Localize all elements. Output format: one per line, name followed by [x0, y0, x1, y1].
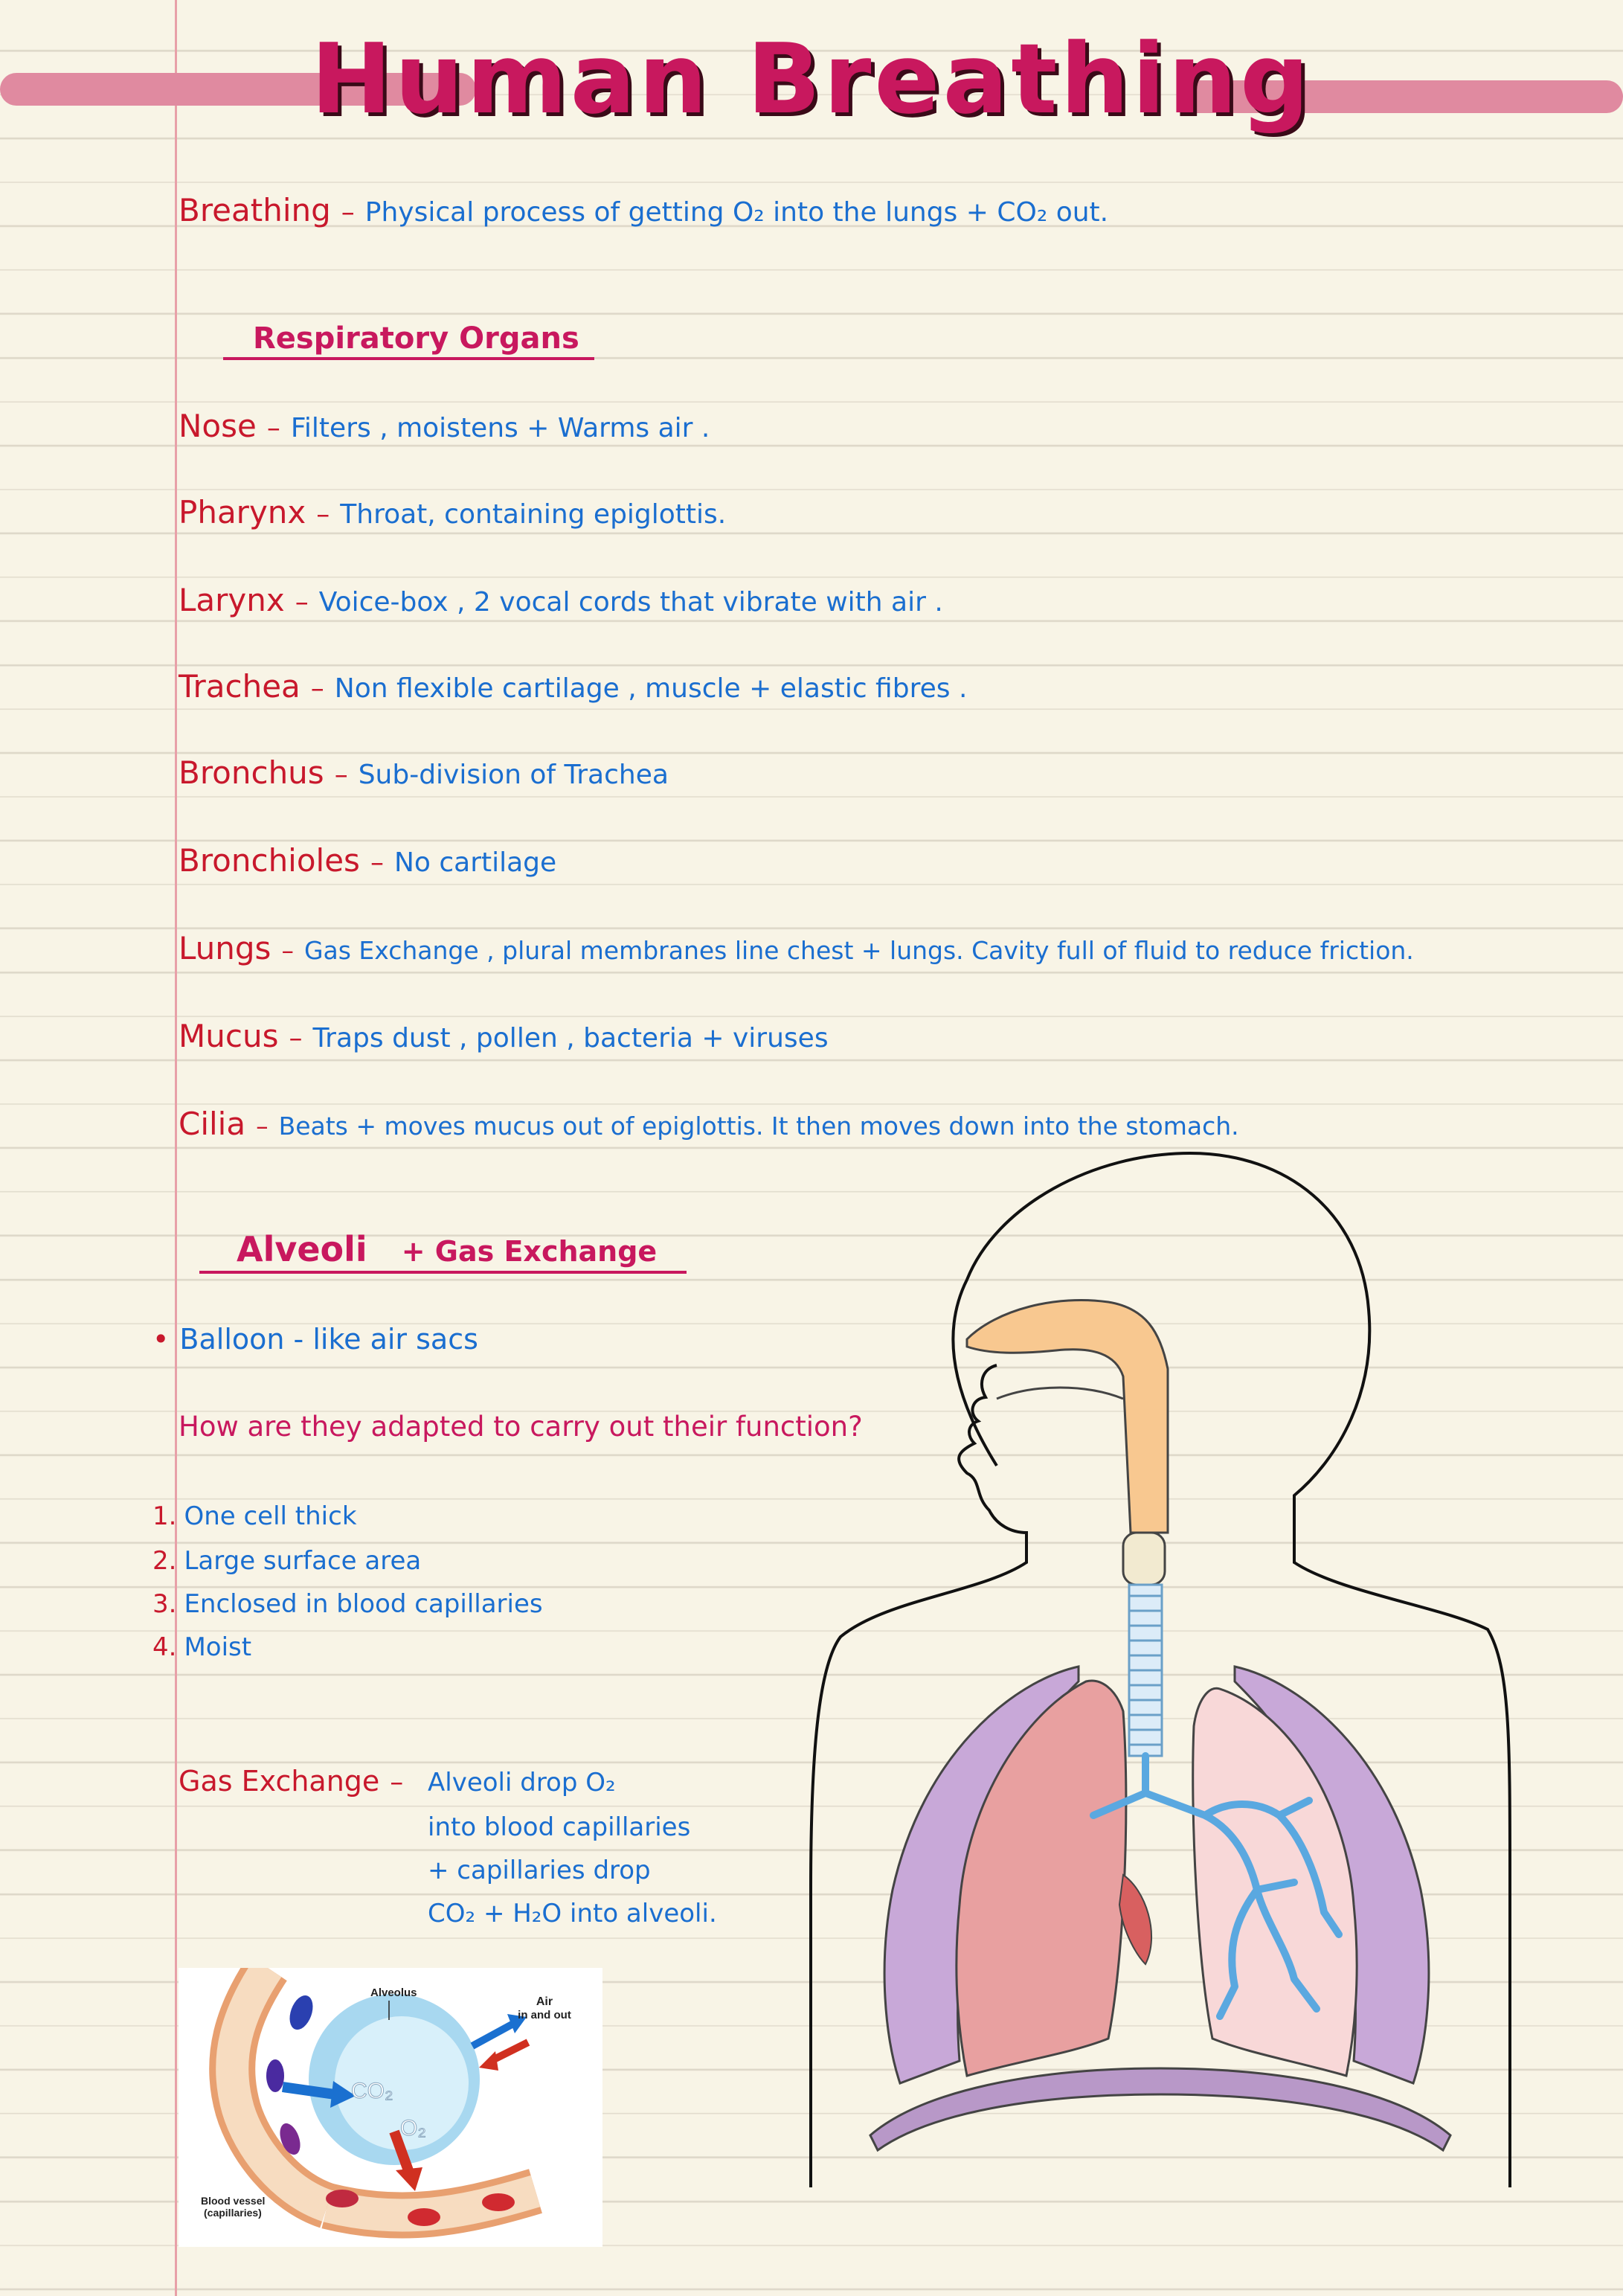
- red-blood-cell: [326, 2190, 359, 2207]
- label-alveolus: Alveolus: [370, 1986, 417, 1999]
- label-in-and-out: in and out: [518, 2009, 571, 2021]
- organ-row: Mucus – Traps dust , pollen , bacteria + viruses: [179, 1018, 829, 1054]
- adaptation-item: 2. Large surface area: [152, 1546, 422, 1576]
- red-blood-cell: [482, 2193, 515, 2211]
- breathing-def: Physical process of getting O₂ into the lungs + CO₂ out.: [364, 197, 1109, 228]
- label-air: Air: [536, 1995, 553, 2008]
- red-blood-cell: [408, 2208, 440, 2226]
- gas-exchange-line: Alveoli drop O₂: [428, 1768, 616, 1798]
- alveolus-diagram: [179, 1968, 602, 2247]
- adaptation-item: 4. Moist: [152, 1632, 252, 1662]
- organ-row: Pharynx – Throat, containing epiglottis.: [179, 494, 727, 530]
- page-title: Human Breathing: [310, 22, 1313, 135]
- adaptation-question: How are they adapted to carry out their function?: [179, 1411, 863, 1443]
- organ-row: Larynx – Voice-box , 2 vocal cords that vibrate with air .: [179, 582, 943, 618]
- organ-row: Bronchus – Sub-division of Trachea: [179, 754, 669, 791]
- alveoli-heading: Alveoli + Gas Exchange: [237, 1229, 657, 1269]
- label-o2: O₂: [400, 2116, 426, 2141]
- bullet-dot: •: [152, 1323, 170, 1356]
- organ-row: Nose – Filters , moistens + Warms air .: [179, 408, 710, 444]
- adaptation-item: 1. One cell thick: [152, 1501, 357, 1531]
- label-blood-vessel: Blood vessel: [201, 2195, 266, 2207]
- gas-exchange-term: Gas Exchange –: [179, 1765, 404, 1798]
- gas-exchange-line: CO₂ + H₂O into alveoli.: [428, 1899, 717, 1928]
- pharynx: [997, 1388, 1123, 1399]
- co2-arrow: [283, 2087, 335, 2094]
- organ-row: Cilia – Beats + moves mucus out of epiglottis. It then moves down into the stomach.: [179, 1106, 1239, 1142]
- gas-exchange-line: into blood capillaries: [428, 1812, 691, 1842]
- nasal-cavity: [967, 1300, 1168, 1533]
- label-co2: CO₂: [351, 2079, 393, 2103]
- organ-row: Lungs – Gas Exchange , plural membranes line chest + lungs. Cavity full of fluid to reduce friction.: [179, 930, 1414, 966]
- heart: [1119, 1875, 1151, 1964]
- organ-row: Bronchioles – No cartilage: [179, 842, 557, 879]
- organ-row: Trachea – Non flexible cartilage , muscle + elastic fibres .: [179, 668, 968, 705]
- alveoli-bullet: • Balloon - like air sacs: [152, 1323, 478, 1356]
- adaptation-item: 3. Enclosed in blood capillaries: [152, 1589, 543, 1619]
- margin-line: [175, 0, 177, 2296]
- respiratory-system-illustration: [774, 1146, 1562, 2247]
- breathing-definition: Breathing – Physical process of getting O₂ into the lungs + CO₂ out.: [179, 192, 1109, 228]
- larynx: [1123, 1533, 1165, 1585]
- label-capillaries: (capillaries): [204, 2207, 262, 2219]
- term-breathing: Breathing: [179, 192, 331, 228]
- gas-exchange-line: + capillaries drop: [428, 1856, 651, 1885]
- diaphragm: [870, 2068, 1450, 2150]
- respiratory-organs-heading: Respiratory Organs: [253, 321, 579, 356]
- red-blood-cell: [266, 2059, 284, 2092]
